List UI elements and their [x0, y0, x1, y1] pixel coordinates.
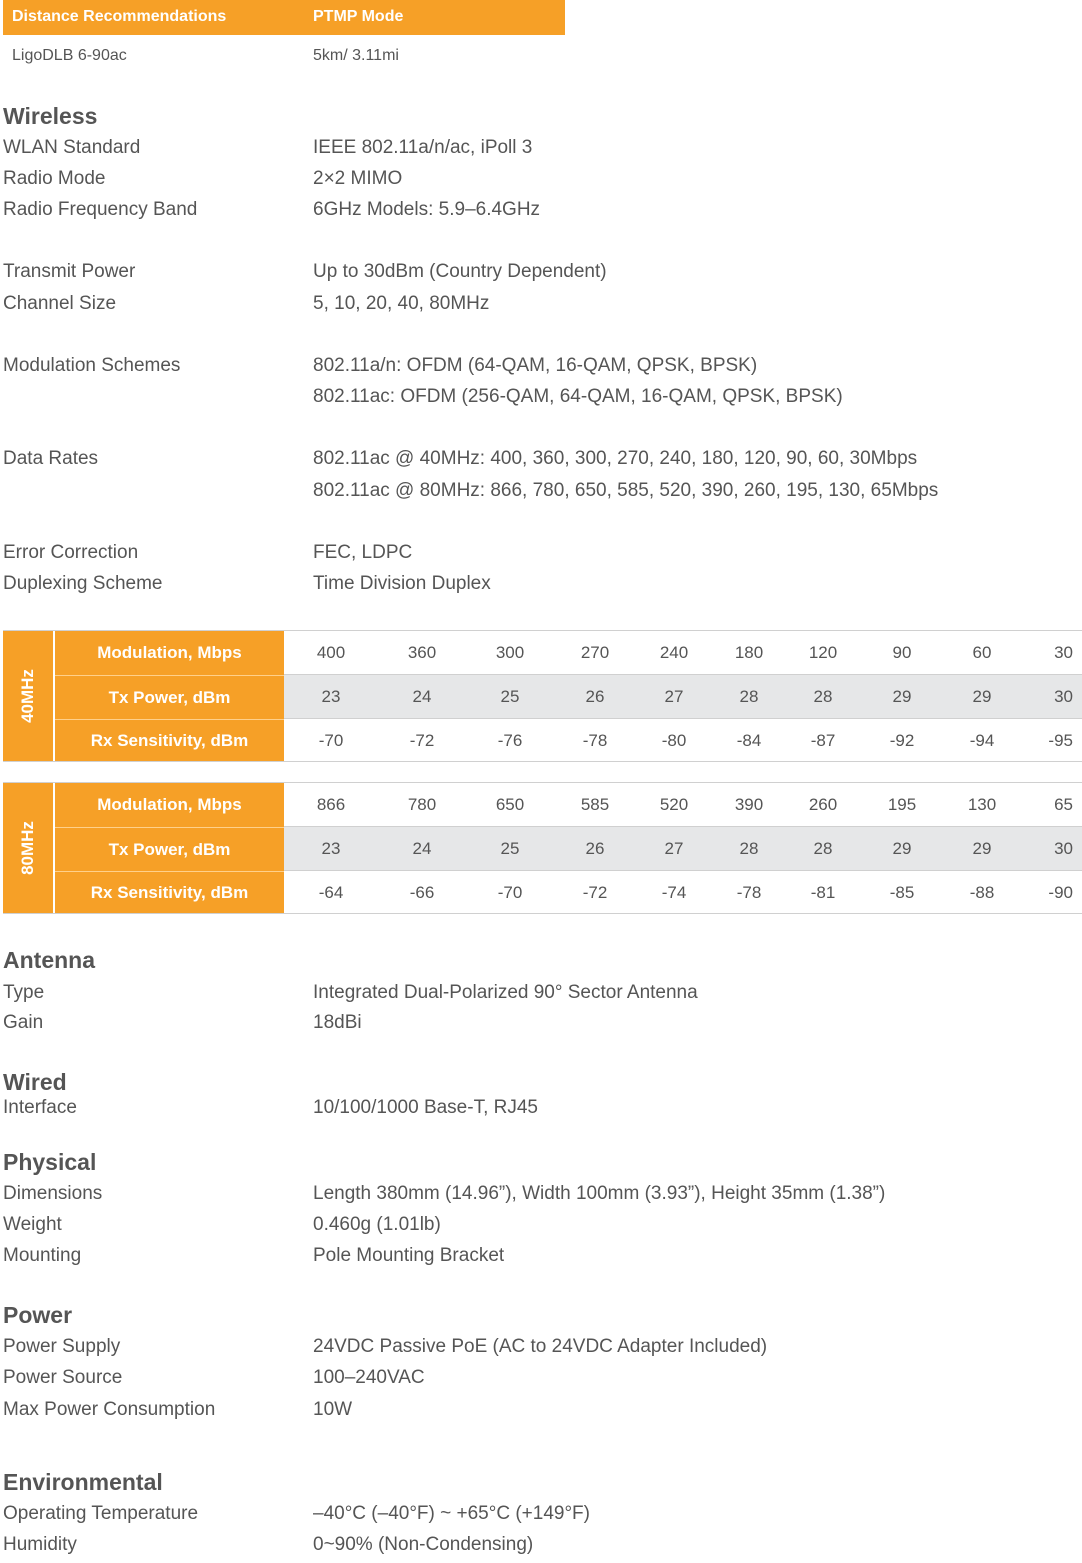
row-label: Modulation, Mbps	[97, 795, 242, 814]
table-cell: 866	[316, 795, 346, 814]
row-label: Modulation, Mbps	[97, 643, 242, 662]
spec-label: Max Power Consumption	[3, 1399, 216, 1420]
spec-value: Up to 30dBm (Country Dependent)	[313, 261, 607, 282]
table-cell: 29	[892, 687, 912, 706]
table-cell: -70	[318, 731, 344, 750]
table-cell: 60	[972, 643, 992, 662]
table-cell: 390	[734, 795, 764, 814]
row-label-column	[53, 783, 284, 913]
band-block	[3, 631, 53, 761]
band-block	[3, 783, 53, 913]
band-label: 80MHz	[18, 821, 37, 875]
table-cell: -72	[409, 731, 435, 750]
model-name: LigoDLB 6-90ac	[12, 47, 127, 64]
table-cell: 29	[892, 839, 912, 858]
table-cell: -81	[810, 883, 836, 902]
table-cell: -88	[969, 883, 995, 902]
spec-label: Operating Temperature	[3, 1503, 199, 1524]
spec-value: 6GHz Models: 5.9–6.4GHz	[313, 199, 541, 220]
spec-label: Radio Mode	[3, 168, 106, 189]
table-cell: 23	[321, 687, 341, 706]
spec-label: Radio Frequency Band	[3, 199, 198, 220]
table-cell: -70	[497, 883, 523, 902]
spec-value: 0~90% (Non-Condensing)	[313, 1534, 534, 1555]
spec-label: Duplexing Scheme	[3, 573, 163, 594]
spec-value: Integrated Dual-Polarized 90° Sector Antenna	[313, 982, 698, 1003]
spec-value: 5, 10, 20, 40, 80MHz	[313, 293, 490, 314]
table-cell: 520	[659, 795, 689, 814]
spec-label: Power Source	[3, 1367, 123, 1388]
spec-label: Interface	[3, 1097, 77, 1118]
spec-label: Transmit Power	[3, 261, 136, 282]
table-cell: 28	[739, 687, 759, 706]
table-cell: 23	[321, 839, 341, 858]
distance-header-label: Distance Recommendations	[12, 8, 227, 25]
distance-value: 5km/ 3.11mi	[313, 47, 399, 64]
table-cell: 270	[580, 643, 610, 662]
spec-label: Data Rates	[3, 448, 99, 469]
table-cell: 180	[734, 643, 764, 662]
table-cell: 30	[1054, 687, 1073, 706]
table-cell: 260	[808, 795, 838, 814]
table-cell: 25	[500, 687, 520, 706]
table-cell: -85	[889, 883, 915, 902]
section-title-wireless: Wireless	[3, 103, 98, 129]
row-label: Tx Power, dBm	[55, 675, 284, 720]
section-title-environmental: Environmental	[3, 1469, 163, 1495]
table-cell: 65	[1054, 795, 1073, 814]
spec-value: 100–240VAC	[313, 1367, 425, 1388]
spec-value: 18dBi	[313, 1012, 362, 1033]
section-title-physical: Physical	[3, 1149, 97, 1175]
row-label-column	[53, 631, 284, 761]
table-cell: -78	[582, 731, 608, 750]
table-cell: 120	[808, 643, 838, 662]
table-cell: 300	[495, 643, 525, 662]
table-cell: 26	[585, 687, 605, 706]
table-cell: 28	[813, 839, 833, 858]
table-cell: 195	[887, 795, 917, 814]
spec-value: IEEE 802.11a/n/ac, iPoll 3	[313, 137, 533, 158]
spec-value: 2×2 MIMO	[313, 168, 403, 189]
rate-table-40mhz	[3, 630, 1082, 762]
spec-label: Modulation Schemes	[3, 355, 181, 376]
spec-value: 802.11a/n: OFDM (64-QAM, 16-QAM, QPSK, BPSK)	[313, 355, 758, 376]
spec-value: 802.11ac @ 80MHz: 866, 780, 650, 585, 520, 390, 260, 195, 130, 65Mbps	[313, 480, 939, 501]
table-cell: -92	[889, 731, 915, 750]
table-cell: 360	[407, 643, 437, 662]
spec-value: Length 380mm (14.96”), Width 100mm (3.93”), Height 35mm (1.38”)	[313, 1183, 886, 1204]
spec-label: Weight	[3, 1214, 62, 1235]
table-cell: 24	[412, 839, 432, 858]
table-cell: 650	[495, 795, 525, 814]
table-cell: 240	[659, 643, 689, 662]
section-title-antenna: Antenna	[3, 947, 95, 973]
table-cell: 400	[316, 643, 346, 662]
band-label: 40MHz	[18, 669, 37, 723]
table-cell: -74	[661, 883, 687, 902]
rate-table-80mhz	[3, 782, 1082, 914]
table-cell: -80	[661, 731, 687, 750]
spec-label: Power Supply	[3, 1336, 121, 1357]
spec-value: 802.11ac: OFDM (256-QAM, 64-QAM, 16-QAM, QPSK, BPSK)	[313, 386, 843, 407]
spec-value: 10W	[313, 1399, 353, 1420]
spec-label: Mounting	[3, 1245, 82, 1266]
table-cell: 30	[1054, 643, 1073, 662]
spec-value: 10/100/1000 Base-T, RJ45	[313, 1097, 538, 1118]
table-cell: 28	[813, 687, 833, 706]
section-title-wired: Wired	[3, 1069, 67, 1095]
section-title-power: Power	[3, 1302, 73, 1328]
spec-label: Humidity	[3, 1534, 77, 1555]
spec-label: Channel Size	[3, 293, 117, 314]
spec-value: 0.460g (1.01lb)	[313, 1214, 441, 1235]
table-cell: 25	[500, 839, 520, 858]
table-cell: 90	[892, 643, 912, 662]
table-cell: 28	[739, 839, 759, 858]
spec-label: Error Correction	[3, 542, 139, 563]
table-cell: 780	[407, 795, 437, 814]
table-cell: -78	[736, 883, 762, 902]
spec-value: Time Division Duplex	[313, 573, 491, 594]
table-cell: 30	[1054, 839, 1073, 858]
table-cell: 27	[664, 839, 684, 858]
table-cell: 29	[972, 839, 992, 858]
spec-label: Gain	[3, 1012, 44, 1033]
table-cell: -87	[810, 731, 836, 750]
row-label: Rx Sensitivity, dBm	[90, 731, 249, 750]
table-cell: 26	[585, 839, 605, 858]
spec-value: FEC, LDPC	[313, 542, 413, 563]
table-cell: 130	[967, 795, 997, 814]
table-cell: -95	[1048, 731, 1073, 750]
spec-value: 802.11ac @ 40MHz: 400, 360, 300, 270, 240, 180, 120, 90, 60, 30Mbps	[313, 448, 918, 469]
table-cell: 24	[412, 687, 432, 706]
table-cell: -64	[318, 883, 344, 902]
spec-value: Pole Mounting Bracket	[313, 1245, 505, 1266]
spec-value: –40°C (–40°F) ~ +65°C (+149°F)	[313, 1503, 590, 1524]
spec-label: Dimensions	[3, 1183, 103, 1204]
spec-label: WLAN Standard	[3, 137, 141, 158]
mode-header-label: PTMP Mode	[313, 8, 404, 25]
table-cell: -72	[582, 883, 608, 902]
table-cell: 27	[664, 687, 684, 706]
row-label: Tx Power, dBm	[55, 827, 284, 872]
table-cell: -76	[497, 731, 523, 750]
spec-label: Type	[3, 982, 45, 1003]
table-cell: -94	[969, 731, 995, 750]
spec-value: 24VDC Passive PoE (AC to 24VDC Adapter Included)	[313, 1336, 768, 1357]
table-cell: -90	[1048, 883, 1073, 902]
table-cell: 585	[580, 795, 610, 814]
table-cell: -66	[409, 883, 435, 902]
table-cell: 29	[972, 687, 992, 706]
row-label: Rx Sensitivity, dBm	[90, 883, 249, 902]
table-cell: -84	[736, 731, 762, 750]
